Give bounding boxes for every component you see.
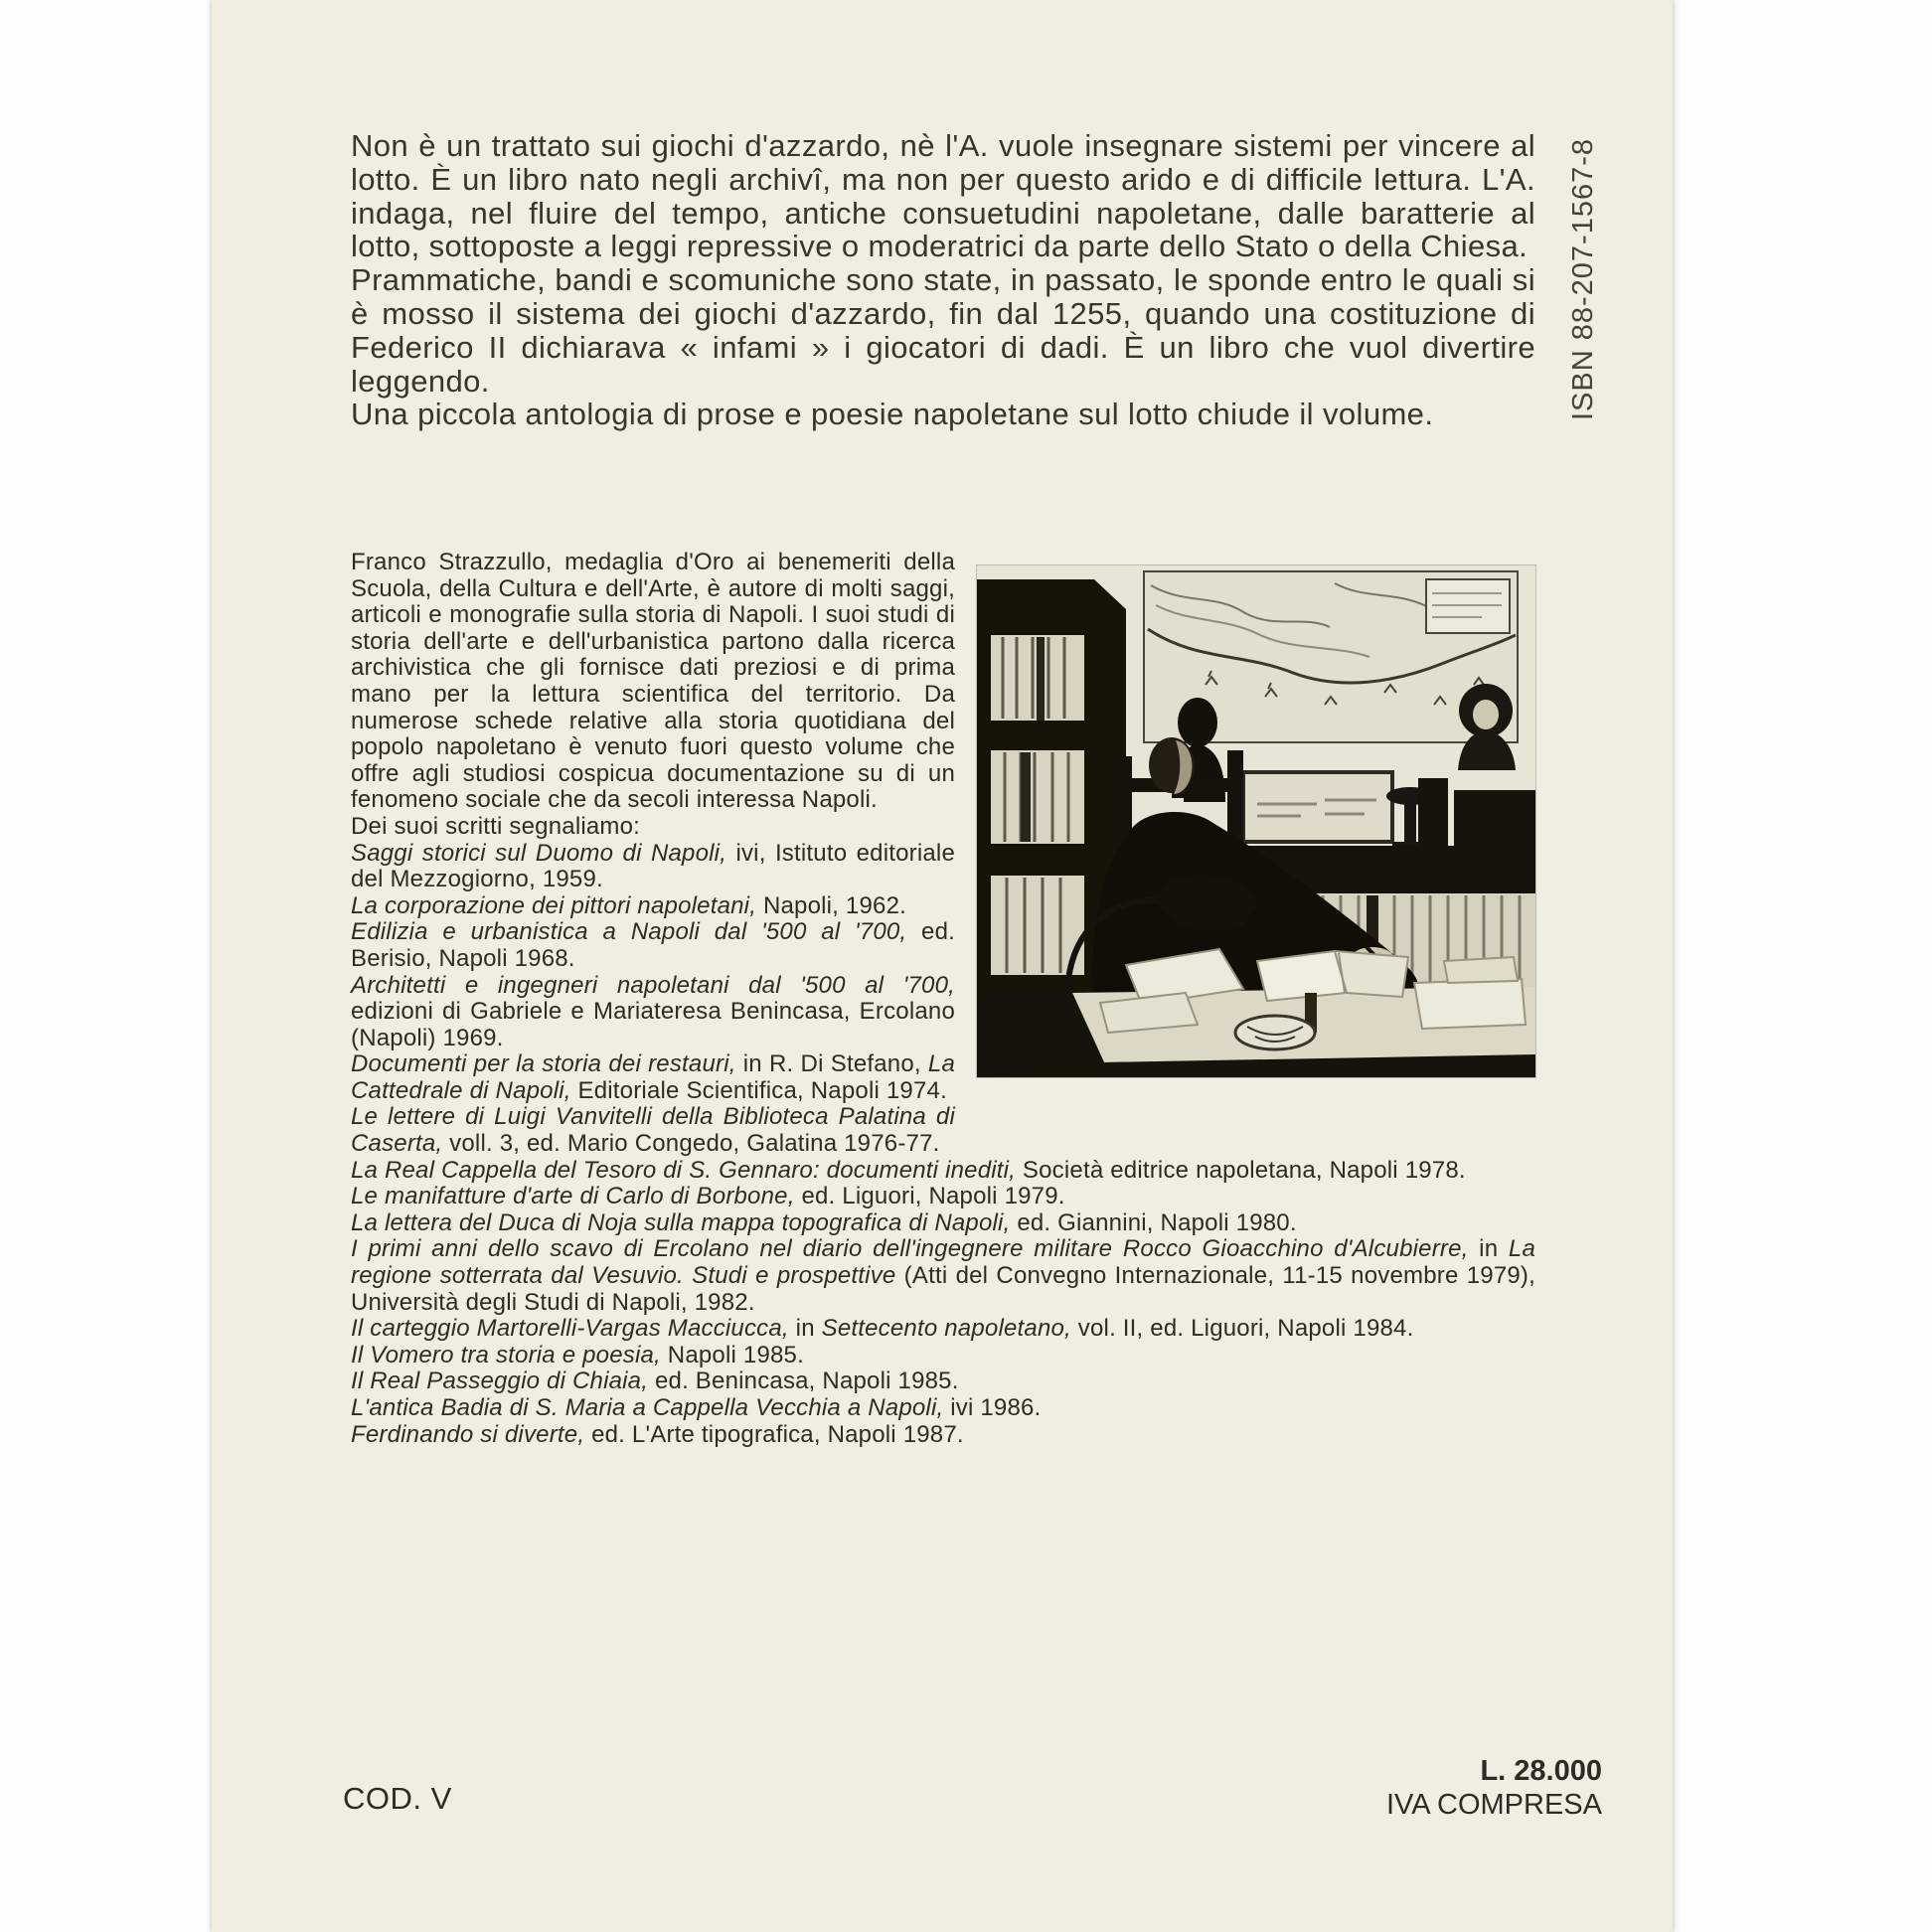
price-block [1386,1754,1602,1822]
author-section [351,550,1535,1448]
framed-print [1243,772,1392,842]
intro-paragraph: Non è un trattato sui giochi d'azzardo, nè l'A. vuole insegnare sistemi per vincere al lotto. È un libro nato negli archivî, ma non per questo arido e di difficile lettura. L'A. indaga, nel fluire del tempo, antiche consuetudini napoletane, dalle baratterie al lotto, sottoposte a leggi repressive o moderatrici da parte dello Stato o della Chiesa. [351,128,1535,264]
book-back-cover [212,0,1673,1932]
bib-item: Ferdinando si diverte, ed. L'Arte tipografica, Napoli 1987. [351,1420,964,1448]
catalog-code: COD. V [343,1781,452,1816]
author-photo [977,565,1535,1077]
bib-item: L'antica Badia di S. Maria a Cappella Vecchia a Napoli, ivi 1986. [351,1394,1042,1421]
bib-item: Il Real Passeggio di Chiaia, ed. Benincasa, Napoli 1985. [351,1368,959,1395]
bib-item: I primi anni dello scavo di Ercolano nel diario dell'ingegnere militare Rocco Gioacchino d'Alcubierre, in La regione sotterrata dal Vesuvio. Studi e prospettive (Atti del Convegno Internazionale, 11-15 novembre 1979), Università degli Studi di Napoli, 1982. [351,1235,1535,1316]
author-bio: Franco Strazzullo, medaglia d'Oro ai benemeriti della Scuola, della Cultura e dell'Arte, è autore di molti saggi, articoli e monografie sulla storia di Napoli. I suoi studi di storia dell'arte e dell'urbanistica partono dalla ricerca archivistica che gli fornisce dati preziosi e di prima mano per la lettura scientifica del territorio. Da numerose schede relative alla storia quotidiana del popolo napoletano è venuto fuori questo volume che offre agli studiosi cospicua documentazione su di un fenomeno sociale che da secoli interessa Napoli. [351,549,955,814]
price-label: L. 28.000 [1480,1755,1602,1787]
bib-item: Documenti per la storia dei restauri, in R. Di Stefano, La Cattedrale di Napoli, Editoriale Scientifica, Napoli 1974. [351,1050,956,1104]
bib-item: Il carteggio Martorelli-Vargas Macciucca, in Settecento napoletano, vol. II, ed. Liguori, Napoli 1984. [351,1315,1414,1343]
bib-item: La corporazione dei pittori napoletani, Napoli, 1962. [351,891,906,919]
works-intro: Dei suoi scritti segnaliamo: [351,812,641,840]
statuette [1418,778,1448,848]
bib-item: Il Vomero tra storia e poesia, Napoli 1985. [351,1341,804,1368]
bib-item: La Real Cappella del Tesoro di S. Gennaro: documenti inediti, Società editrice napoletana, Napoli 1978. [351,1156,1466,1184]
bib-item: Le lettere di Luigi Vanvitelli della Biblioteca Palatina di Caserta, voll. 3, ed. Mario Congedo, Galatina 1976-77. [351,1103,955,1158]
vat-label: IVA COMPRESA [1385,1789,1602,1821]
intro-paragraph: Una piccola antologia di prose e poesie napoletane sul lotto chiude il volume. [351,397,1434,432]
dark-object [1454,790,1535,848]
intro-text [351,129,1535,431]
bib-item: Edilizia e urbanistica a Napoli dal '500 al '700, ed. Berisio, Napoli 1968. [351,918,955,972]
bib-item: La lettera del Duca di Noja sulla mappa topografica di Napoli, ed. Giannini, Napoli 1980. [351,1208,1297,1236]
isbn-vertical-text: ISBN 88-207-1567-8 [1567,138,1599,420]
cherub-statue [1458,684,1516,770]
intro-paragraph: Prammatiche, bandi e scomuniche sono state, in passato, le sponde entro le quali si è mosso il sistema dei giochi d'azzardo, fin dal 1255, quando una costituzione di Federico II dichiarava « infami » i giocatori di dadi. È un libro che vuol divertire leggendo. [351,262,1535,399]
bib-item: Saggi storici sul Duomo di Napoli, ivi, Istituto editoriale del Mezzogiorno, 1959. [351,839,955,893]
bib-item: Le manifatture d'arte di Carlo di Borbone, ed. Liguori, Napoli 1979. [351,1183,1065,1210]
bib-item: Architetti e ingegneri napoletani dal '500 al '700, edizioni di Gabriele e Mariateresa Benincasa, Ercolano (Napoli) 1969. [351,971,955,1051]
